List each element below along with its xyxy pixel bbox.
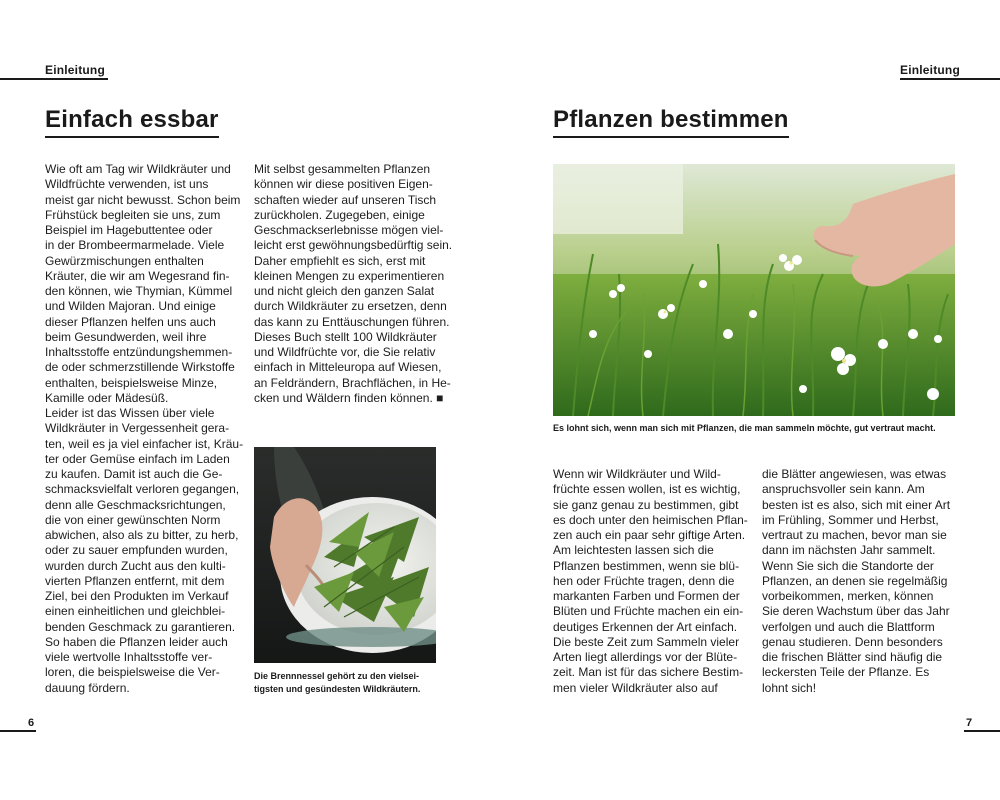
photo-caption: Die Brennnessel gehört zu den vielsei- tigsten und gesündesten Wildkräutern. (254, 671, 421, 694)
section-rule (0, 78, 108, 80)
body-column-1: Wenn wir Wildkräuter und Wild- früchte essen wollen, ist es wichtig, sie ganz genau zu bestimmen, gibt es doch unter den heimischen Pflan- zen auch ein paar sehr giftige Arten. Am leichtesten lassen sich die Pflanzen bestimmen, wenn sie blü- hen oder Früchte tragen, denn die markanten Farben und Formen der Blüten und Früchte machen ein ein- deutiges Erkennen der Art einfach. Die beste Zeit zum Sammeln vieler Arten liegt allerdings vor der Blüte- zeit. Man ist für das sichere Bestim- men vieler Wildkräuter also auf (553, 467, 748, 695)
body-column-2: Mit selbst gesammelten Pflanzen können wir diese positiven Eigen- schaften wieder auf unseren Tisch zurückholen. Zugegeben, einige Geschmackserlebnisse mögen viel- leicht erst gewöhnungsbedürftig sein. Daher empfiehlt es sich, erst mit kleinen Mengen zu experimentieren und nicht gleich den ganzen Salat durch Wildkräuter zu ersetzen, denn das kann zu Enttäuschungen führen. Dieses Buch stellt 100 Wildkräuter und Wildfrüchte vor, die Sie relativ einfach in Mitteleuropa auf Wiesen, an Feldrändern, Brachflächen, in He- cken und Wäldern finden können. ■ (254, 162, 453, 405)
page-number-rule (0, 730, 36, 732)
page-number: 6 (28, 717, 35, 729)
section-label: Einleitung (45, 63, 105, 77)
right-page (500, 0, 1000, 800)
page-headline: Einfach essbar (45, 106, 219, 138)
page-number: 7 (966, 717, 973, 729)
page-headline: Pflanzen bestimmen (553, 106, 789, 138)
section-rule (900, 78, 1000, 80)
nettle-bowl-photo (254, 447, 436, 663)
photo-caption: Es lohnt sich, wenn man sich mit Pflanzen, die man sammeln möchte, gut vertraut macht. (553, 423, 936, 433)
meadow-flowers-photo (553, 164, 955, 416)
section-label: Einleitung (900, 63, 960, 77)
body-column-1: Wie oft am Tag wir Wildkräuter und Wildfrüchte verwenden, ist uns meist gar nicht bewusst. Schon beim Frühstück begleiten sie uns, zum Beispiel im Hagebuttentee oder in der Brombeermarmelade. Viele Gewürzmischungen enthalten Kräuter, die wir am Wegesrand fin- den können, wie Thymian, Kümmel und Wilden Majoran. Und einige dieser Pflanzen helfen uns auch beim Gesundwerden, weil ihre Inhaltsstoffe entzündungshemmen- de oder schmerzstillende Wirkstoffe enthalten, beispielsweise Minze, Kamille oder Mädesüß. Leider ist das Wissen über viele Wildkräuter in Vergessenheit gera- ten, weil es ja viel einfacher ist, Kräu- ter oder Gemüse einfach im Laden zu kaufen. Damit ist auch die Ge- schmacksvielfalt verloren gegangen, denn alle Geschmacksrichtungen, die von einer gewünschten Norm abwichen, also als zu bitter, zu herb, oder zu sauer empfunden wurden, wurden durch Zucht aus den kulti- vierten Pflanzen entfernt, mit dem Ziel, bei den Produkten im Verkauf einen einheitlichen und gleichblei- benden Geschmack zu garantieren. So haben die Pflanzen leider auch viele wertvolle Inhaltsstoffe ver- loren, die beispielsweise die Ver- dauung fördern. (45, 162, 244, 695)
page-number-rule (964, 730, 1000, 732)
body-column-2: die Blätter angewiesen, was etwas anspruchsvoller sein kann. Am besten ist es also, sich mit einer Art im Frühling, Sommer und Herbst, vertraut zu machen, bevor man sie dann im nächsten Jahr sammelt. Wenn Sie sich die Standorte der Pflanzen, an denen sie regelmäßig vorbeikommen, merken, können Sie deren Wachstum über das Jahr verfolgen und auch die Blattform genau studieren. Denn besonders die frischen Blätter sind häufig die leckersten Teile der Pflanze. Es lohnt sich! (762, 467, 951, 695)
